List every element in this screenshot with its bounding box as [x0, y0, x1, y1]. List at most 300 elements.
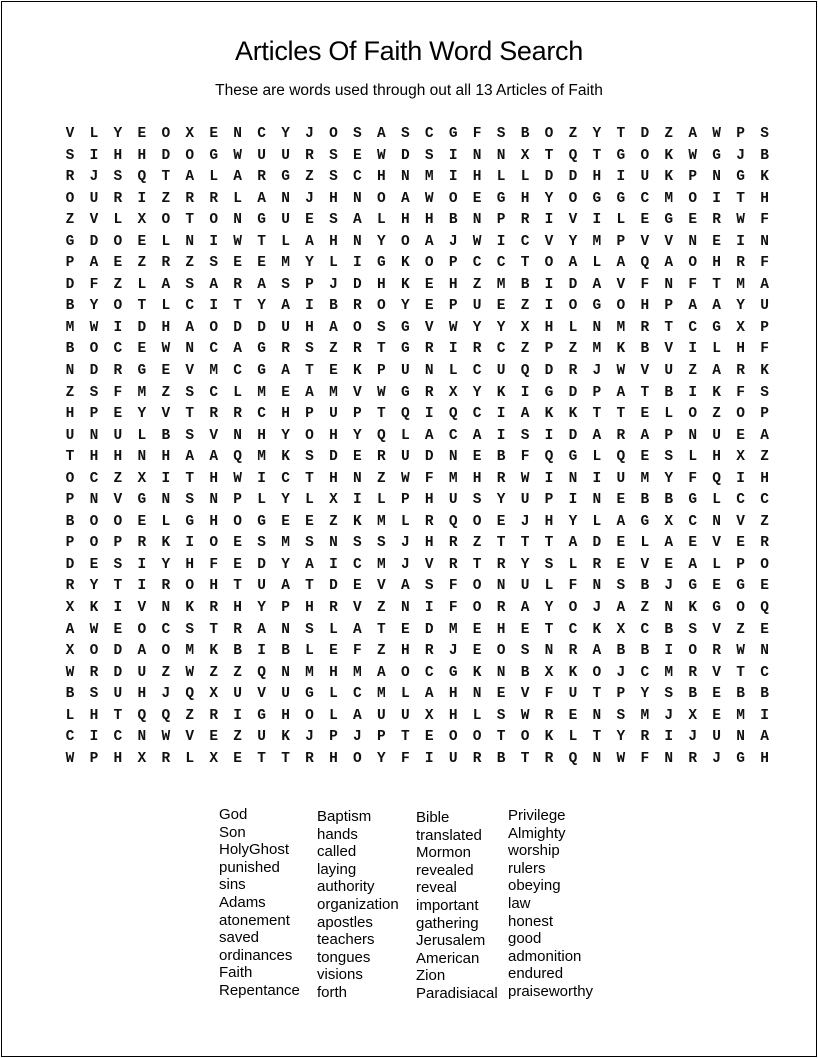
grid-letter: N [233, 427, 242, 444]
grid-letter: O [736, 600, 745, 617]
grid-letter: P [65, 535, 75, 552]
grid-letter: E [640, 212, 650, 229]
grid-letter: W [89, 319, 99, 336]
grid-letter: C [257, 406, 266, 423]
grid-letter: S [664, 449, 674, 466]
grid-letter: I [424, 600, 434, 617]
grid-letter: R [233, 621, 242, 638]
grid-letter: O [185, 578, 195, 595]
grid-letter: A [185, 449, 195, 466]
grid-letter: I [448, 341, 458, 358]
grid-letter: T [185, 406, 195, 423]
grid-letter: T [544, 621, 554, 638]
grid-letter: P [688, 169, 698, 186]
grid-letter: M [185, 643, 195, 660]
grid-letter: N [89, 427, 99, 444]
grid-letter: T [616, 126, 626, 142]
grid-letter: U [712, 427, 721, 444]
grid-letter: M [448, 470, 458, 487]
grid-letter: R [688, 750, 698, 767]
grid-letter: O [424, 255, 434, 272]
grid-letter: G [137, 363, 147, 380]
grid-letter: U [520, 492, 530, 509]
grid-letter: T [185, 212, 195, 229]
grid-letter: E [496, 686, 506, 703]
grid-letter: G [448, 664, 458, 681]
word-list-item: Faith [219, 964, 253, 982]
grid-letter: I [664, 643, 674, 660]
grid-letter: D [161, 147, 171, 164]
grid-letter: M [65, 319, 75, 336]
grid-letter: A [233, 341, 242, 358]
grid-letter: R [209, 600, 219, 617]
grid-letter: E [712, 686, 721, 703]
grid-letter: Y [281, 427, 290, 444]
grid-letter: S [688, 621, 698, 638]
grid-letter: H [472, 169, 482, 186]
grid-letter: S [760, 126, 769, 142]
grid-letter: A [376, 126, 386, 142]
grid-letter: R [113, 190, 123, 207]
grid-letter: D [89, 233, 99, 250]
grid-letter: C [496, 255, 506, 272]
grid-letter: L [592, 255, 602, 272]
grid-letter: L [592, 449, 602, 466]
grid-letter: T [305, 470, 314, 487]
grid-letter: R [592, 556, 602, 573]
grid-letter: H [592, 169, 602, 186]
grid-letter: I [544, 212, 554, 229]
grid-letter: O [305, 427, 314, 444]
word-list-item: admonition [508, 947, 582, 965]
grid-letter: M [592, 341, 602, 358]
grid-letter: E [424, 298, 434, 315]
grid-letter: S [424, 578, 434, 595]
grid-letter: T [592, 406, 602, 423]
grid-letter: I [544, 298, 554, 315]
grid-letter: B [616, 643, 626, 660]
grid-letter: P [89, 406, 99, 423]
grid-letter: E [400, 621, 410, 638]
grid-letter: B [520, 664, 530, 681]
grid-letter: E [353, 449, 362, 466]
grid-letter: U [520, 578, 530, 595]
grid-letter: H [736, 341, 745, 358]
grid-letter: P [448, 298, 458, 315]
grid-letter: T [113, 707, 123, 724]
grid-letter: C [233, 363, 242, 380]
word-list-item: sins [219, 876, 246, 894]
grid-letter: H [376, 169, 386, 186]
grid-letter: R [640, 319, 650, 336]
grid-letter: I [137, 578, 147, 595]
grid-letter: X [209, 750, 219, 767]
grid-letter: P [376, 363, 386, 380]
grid-letter: O [568, 298, 578, 315]
grid-letter: G [616, 147, 626, 164]
grid-letter: O [113, 513, 123, 530]
grid-letter: I [496, 427, 506, 444]
grid-letter: L [161, 513, 171, 530]
grid-letter: A [400, 190, 410, 207]
grid-letter: T [281, 750, 290, 767]
grid-letter: Q [544, 449, 554, 466]
grid-letter: U [400, 449, 410, 466]
grid-letter: Q [520, 363, 530, 380]
grid-letter: E [664, 556, 674, 573]
grid-letter: O [137, 621, 147, 638]
grid-letter: T [592, 686, 602, 703]
grid-letter: O [209, 319, 219, 336]
grid-letter: Z [137, 255, 147, 272]
grid-letter: J [520, 513, 530, 530]
grid-letter: D [257, 319, 266, 336]
grid-letter: A [185, 319, 195, 336]
grid-letter: L [616, 212, 626, 229]
grid-letter: N [472, 212, 482, 229]
grid-letter: H [400, 212, 410, 229]
grid-letter: R [161, 578, 171, 595]
grid-letter: H [448, 686, 458, 703]
grid-letter: H [760, 470, 769, 487]
grid-letter: Z [520, 298, 530, 315]
grid-letter: Y [520, 556, 530, 573]
grid-letter: L [233, 384, 242, 401]
grid-letter: I [424, 406, 434, 423]
grid-letter: D [424, 621, 434, 638]
word-list-item: teachers [317, 931, 375, 949]
grid-letter: I [137, 556, 147, 573]
grid-letter: B [640, 341, 650, 358]
grid-letter: I [305, 298, 314, 315]
grid-letter: H [329, 233, 338, 250]
grid-letter: Z [472, 276, 482, 293]
grid-letter: X [209, 686, 219, 703]
grid-letter: R [137, 535, 147, 552]
grid-letter: B [448, 212, 458, 229]
grid-letter: N [400, 169, 410, 186]
grid-letter: I [424, 750, 434, 767]
grid-letter: H [712, 449, 721, 466]
grid-letter: H [520, 190, 530, 207]
grid-letter: W [233, 147, 242, 164]
grid-letter: H [113, 147, 123, 164]
grid-letter: B [281, 643, 290, 660]
grid-letter: B [640, 578, 650, 595]
grid-letter: S [496, 707, 506, 724]
grid-letter: A [305, 233, 314, 250]
grid-letter: T [544, 147, 554, 164]
grid-letter: K [760, 363, 769, 380]
grid-letter: T [736, 664, 745, 681]
grid-letter: F [520, 449, 530, 466]
grid-letter: N [89, 492, 99, 509]
grid-letter: R [305, 750, 314, 767]
grid-letter: P [305, 406, 314, 423]
grid-letter: A [137, 643, 147, 660]
grid-letter: U [89, 190, 99, 207]
grid-letter: B [65, 513, 75, 530]
grid-letter: Q [640, 255, 650, 272]
word-list-item: rulers [508, 859, 546, 877]
grid-letter: I [736, 233, 745, 250]
grid-letter: W [161, 729, 171, 746]
grid-letter: H [137, 147, 147, 164]
grid-letter: C [281, 470, 290, 487]
grid-letter: E [616, 556, 626, 573]
grid-letter: N [592, 750, 602, 767]
grid-letter: T [400, 729, 410, 746]
grid-letter: H [113, 750, 123, 767]
grid-letter: T [640, 384, 650, 401]
grid-letter: K [472, 664, 482, 681]
grid-letter: I [209, 298, 219, 315]
grid-letter: T [257, 233, 266, 250]
grid-letter: S [185, 492, 195, 509]
grid-letter: C [472, 255, 482, 272]
grid-letter: I [496, 233, 506, 250]
grid-letter: Q [448, 406, 458, 423]
grid-letter: P [329, 729, 338, 746]
grid-letter: I [113, 600, 123, 617]
grid-letter: E [209, 126, 219, 142]
grid-letter: L [376, 212, 386, 229]
grid-letter: S [616, 707, 626, 724]
grid-letter: D [592, 535, 602, 552]
grid-letter: P [760, 406, 769, 423]
grid-letter: S [185, 621, 195, 638]
grid-letter: V [424, 556, 434, 573]
grid-letter: A [712, 363, 721, 380]
grid-letter: G [712, 147, 721, 164]
grid-letter: E [472, 190, 482, 207]
grid-letter: B [65, 298, 75, 315]
grid-letter: X [520, 147, 530, 164]
grid-letter: O [113, 233, 123, 250]
grid-letter: Z [520, 341, 530, 358]
grid-letter: N [592, 492, 602, 509]
grid-letter: U [496, 363, 506, 380]
grid-letter: H [424, 492, 434, 509]
grid-letter: E [568, 707, 578, 724]
grid-letter: O [544, 255, 554, 272]
grid-letter: V [712, 535, 721, 552]
grid-letter: Z [161, 664, 171, 681]
grid-letter: H [329, 664, 338, 681]
grid-letter: B [640, 492, 650, 509]
grid-letter: B [760, 686, 769, 703]
grid-letter: J [89, 169, 99, 186]
grid-letter: P [113, 535, 123, 552]
grid-letter: I [592, 212, 602, 229]
grid-letter: Y [257, 600, 266, 617]
word-list-item: Son [219, 823, 246, 841]
grid-letter: O [376, 190, 386, 207]
grid-letter: A [376, 664, 386, 681]
grid-letter: O [568, 600, 578, 617]
grid-letter: E [496, 513, 506, 530]
grid-letter: S [424, 147, 434, 164]
grid-letter: A [257, 190, 266, 207]
grid-letter: A [640, 427, 650, 444]
grid-letter: G [448, 126, 458, 142]
grid-letter: K [89, 600, 99, 617]
grid-letter: U [257, 729, 266, 746]
grid-letter: S [616, 578, 626, 595]
grid-letter: R [281, 341, 290, 358]
grid-letter: G [257, 363, 266, 380]
grid-letter: N [760, 233, 769, 250]
grid-letter: O [233, 513, 242, 530]
grid-letter: Z [640, 600, 650, 617]
grid-letter: X [544, 664, 554, 681]
grid-letter: V [161, 406, 171, 423]
grid-letter: H [89, 449, 99, 466]
grid-letter: E [161, 363, 171, 380]
grid-letter: Z [568, 341, 578, 358]
grid-letter: E [281, 513, 290, 530]
grid-letter: E [137, 126, 147, 142]
grid-letter: C [448, 427, 458, 444]
word-list-item: endured [508, 965, 564, 983]
grid-letter: P [664, 298, 674, 315]
grid-letter: M [353, 664, 362, 681]
grid-letter: J [400, 535, 410, 552]
grid-letter: N [400, 600, 410, 617]
grid-letter: E [616, 535, 626, 552]
grid-letter: J [592, 600, 602, 617]
grid-letter: I [544, 470, 554, 487]
grid-letter: V [640, 363, 650, 380]
grid-letter: A [520, 600, 530, 617]
grid-letter: A [329, 319, 338, 336]
grid-letter: V [353, 384, 362, 401]
grid-letter: Y [568, 233, 578, 250]
grid-letter: I [161, 470, 171, 487]
grid-letter: Q [161, 707, 171, 724]
grid-letter: O [185, 147, 195, 164]
grid-letter: M [329, 384, 338, 401]
grid-letter: G [496, 190, 506, 207]
grid-letter: M [664, 664, 674, 681]
grid-letter: V [736, 513, 745, 530]
grid-letter: U [448, 492, 458, 509]
grid-letter: L [161, 298, 171, 315]
grid-letter: G [400, 384, 410, 401]
grid-letter: T [736, 190, 745, 207]
grid-letter: B [65, 686, 75, 703]
grid-letter: I [353, 255, 362, 272]
grid-letter: R [712, 212, 721, 229]
grid-letter: J [736, 147, 745, 164]
grid-letter: T [137, 298, 147, 315]
grid-letter: G [688, 492, 698, 509]
grid-letter: A [424, 686, 434, 703]
grid-letter: A [424, 233, 434, 250]
grid-letter: E [137, 341, 147, 358]
grid-letter: I [448, 169, 458, 186]
grid-letter: N [592, 578, 602, 595]
grid-letter: S [376, 535, 386, 552]
grid-letter: J [664, 578, 674, 595]
word-list-item: Almighty [508, 824, 566, 842]
grid-letter: W [65, 750, 75, 767]
grid-letter: S [65, 147, 75, 164]
grid-letter: R [472, 341, 482, 358]
grid-letter: K [760, 169, 769, 186]
grid-letter: L [113, 212, 123, 229]
grid-letter: L [592, 513, 602, 530]
grid-letter: A [592, 643, 602, 660]
grid-letter: I [712, 190, 721, 207]
grid-letter: I [137, 190, 147, 207]
grid-letter: S [472, 492, 482, 509]
grid-letter: O [688, 406, 698, 423]
word-list-item: Repentance [219, 981, 300, 999]
grid-letter: Y [568, 513, 578, 530]
grid-letter: K [664, 169, 674, 186]
grid-letter: L [137, 276, 147, 293]
grid-letter: R [353, 298, 362, 315]
grid-letter: A [257, 276, 266, 293]
grid-letter: U [329, 406, 338, 423]
grid-letter: Q [137, 169, 147, 186]
grid-letter: V [209, 427, 219, 444]
word-list-item: atonement [219, 911, 290, 929]
grid-letter: V [568, 212, 578, 229]
grid-letter: P [376, 729, 386, 746]
grid-letter: C [496, 341, 506, 358]
grid-letter: J [592, 363, 602, 380]
grid-letter: V [544, 233, 554, 250]
grid-letter: E [137, 513, 147, 530]
grid-letter: Q [568, 750, 578, 767]
grid-letter: E [305, 212, 314, 229]
grid-letter: X [448, 384, 458, 401]
grid-letter: L [257, 492, 266, 509]
grid-letter: R [760, 535, 769, 552]
grid-letter: X [664, 513, 674, 530]
grid-letter: Z [161, 190, 171, 207]
grid-letter: M [305, 664, 314, 681]
grid-letter: N [185, 341, 195, 358]
grid-letter: W [400, 470, 410, 487]
grid-letter: N [65, 363, 75, 380]
grid-letter: L [520, 169, 530, 186]
word-list-item: called [317, 843, 357, 861]
grid-letter: W [736, 643, 745, 660]
grid-letter: T [592, 729, 602, 746]
grid-letter: I [329, 556, 338, 573]
grid-letter: Z [568, 126, 578, 142]
grid-letter: L [472, 707, 482, 724]
grid-letter: T [592, 147, 602, 164]
grid-letter: E [736, 427, 745, 444]
grid-letter: P [400, 492, 410, 509]
grid-letter: K [544, 729, 554, 746]
grid-letter: O [161, 643, 171, 660]
grid-letter: Y [496, 492, 506, 509]
grid-letter: A [281, 363, 290, 380]
grid-letter: Q [400, 406, 410, 423]
grid-letter: I [688, 341, 698, 358]
grid-letter: U [281, 686, 290, 703]
grid-letter: S [305, 621, 314, 638]
grid-letter: A [688, 126, 698, 142]
grid-letter: N [161, 600, 171, 617]
grid-letter: K [353, 363, 362, 380]
grid-letter: Q [712, 470, 721, 487]
